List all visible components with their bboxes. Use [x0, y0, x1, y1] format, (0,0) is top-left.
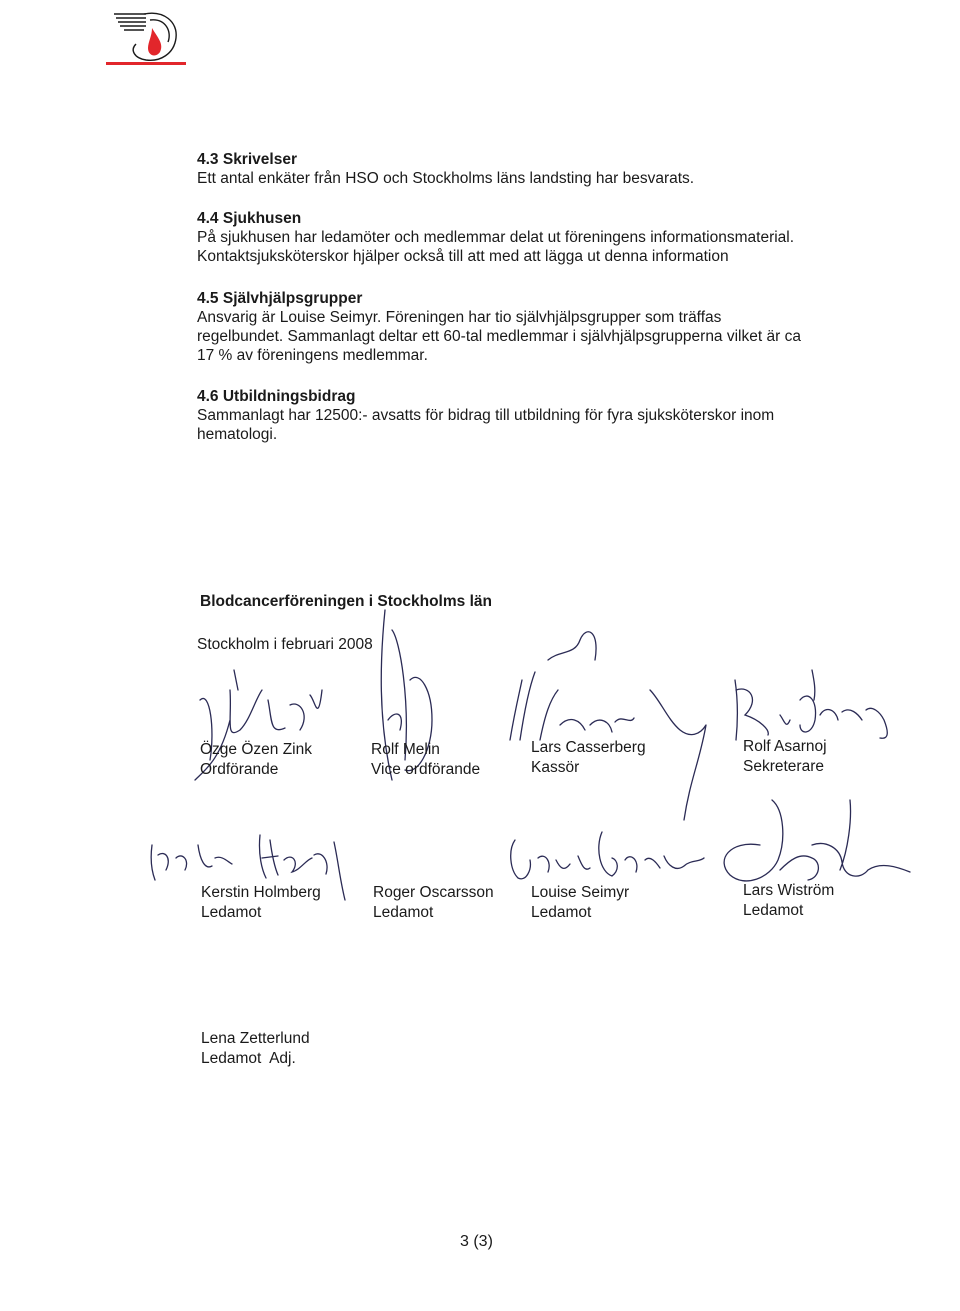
section-sjalvhjalpsgrupper [197, 289, 837, 365]
section-sjukhusen [197, 209, 837, 266]
signatory-roger-oscarsson [373, 883, 494, 923]
signatory-role: Ledamot [531, 904, 592, 921]
signature-lars-wistrom-icon [724, 800, 910, 881]
signatory-lars-casserberg [531, 738, 646, 778]
section-line: Ett antal enkäter från HSO och Stockholms läns landsting har besvarats. [197, 170, 695, 187]
signatory-role: Ledamot [743, 902, 804, 919]
section-line: På sjukhusen har ledamöter och medlemmar delat ut föreningens informationsmaterial. [197, 229, 795, 246]
signatory-lena-zetterlund [201, 1029, 310, 1069]
signatory-role: Ledamot [201, 904, 262, 921]
signatory-rolf-melin [371, 740, 480, 780]
signatory-kerstin-holmberg [201, 883, 321, 923]
signatory-name: Lars Wiström [743, 882, 835, 899]
signatory-rolf-asarnoj [743, 737, 827, 777]
signatory-name: Kerstin Holmberg [201, 884, 321, 901]
signature-lars-casserberg-icon [510, 632, 706, 820]
logo-underline [106, 62, 186, 65]
signatory-louise-seimyr [531, 883, 629, 923]
section-line: Ansvarig är Louise Seimyr. Föreningen har tio självhjälpsgrupper som träffas [197, 309, 722, 326]
section-line: Sammanlagt har 12500:- avsatts för bidrag till utbildning för fyra sjuksköterskor inom [197, 407, 775, 424]
place-date: Stockholm i februari 2008 [197, 636, 373, 653]
signatory-role: Kassör [531, 759, 580, 776]
signatory-name: Rolf Melin [371, 741, 440, 758]
signatory-role: Ledamot [373, 904, 434, 921]
signatory-name: Lars Casserberg [531, 739, 646, 756]
signatory-lars-wistrom [743, 881, 834, 921]
section-line: Kontaktsjuksköterskor hjälper också till att med att lägga ut denna information [197, 248, 729, 265]
signatory-name: Louise Seimyr [531, 884, 630, 901]
signatory-name: Özge Özen Zink [200, 741, 312, 758]
signatory-role: Ordförande [200, 761, 279, 778]
logo-icon [106, 8, 186, 66]
signatory-ozge-ozen-zink [200, 740, 312, 780]
section-heading: 4.5 Självhjälpsgrupper [197, 290, 363, 307]
section-utbildningsbidrag [197, 387, 837, 444]
signature-louise-seimyr-icon [511, 832, 704, 879]
signatory-name: Rolf Asarnoj [743, 738, 827, 755]
section-line: regelbundet. Sammanlagt deltar ett 60-tal medlemmar i självhjälpsgrupperna vilket är ca [197, 328, 801, 345]
signatory-role: Ledamot Adj. [201, 1050, 296, 1067]
page-number: 3 (3) [460, 1233, 493, 1250]
signature-rolf-asarnoj-icon [735, 670, 887, 740]
signatory-role: Sekreterare [743, 758, 824, 775]
signatory-name: Lena Zetterlund [201, 1030, 310, 1047]
section-line: hematologi. [197, 426, 278, 443]
signatory-name: Roger Oscarsson [373, 884, 494, 901]
section-heading: 4.6 Utbildningsbidrag [197, 388, 356, 405]
section-skrivelser [197, 150, 837, 188]
organization-name: Blodcancerföreningen i Stockholms län [200, 593, 492, 610]
section-line: 17 % av föreningens medlemmar. [197, 347, 428, 364]
section-heading: 4.3 Skrivelser [197, 151, 297, 168]
section-heading: 4.4 Sjukhusen [197, 210, 302, 227]
signatory-role: Vice ordförande [371, 761, 481, 778]
